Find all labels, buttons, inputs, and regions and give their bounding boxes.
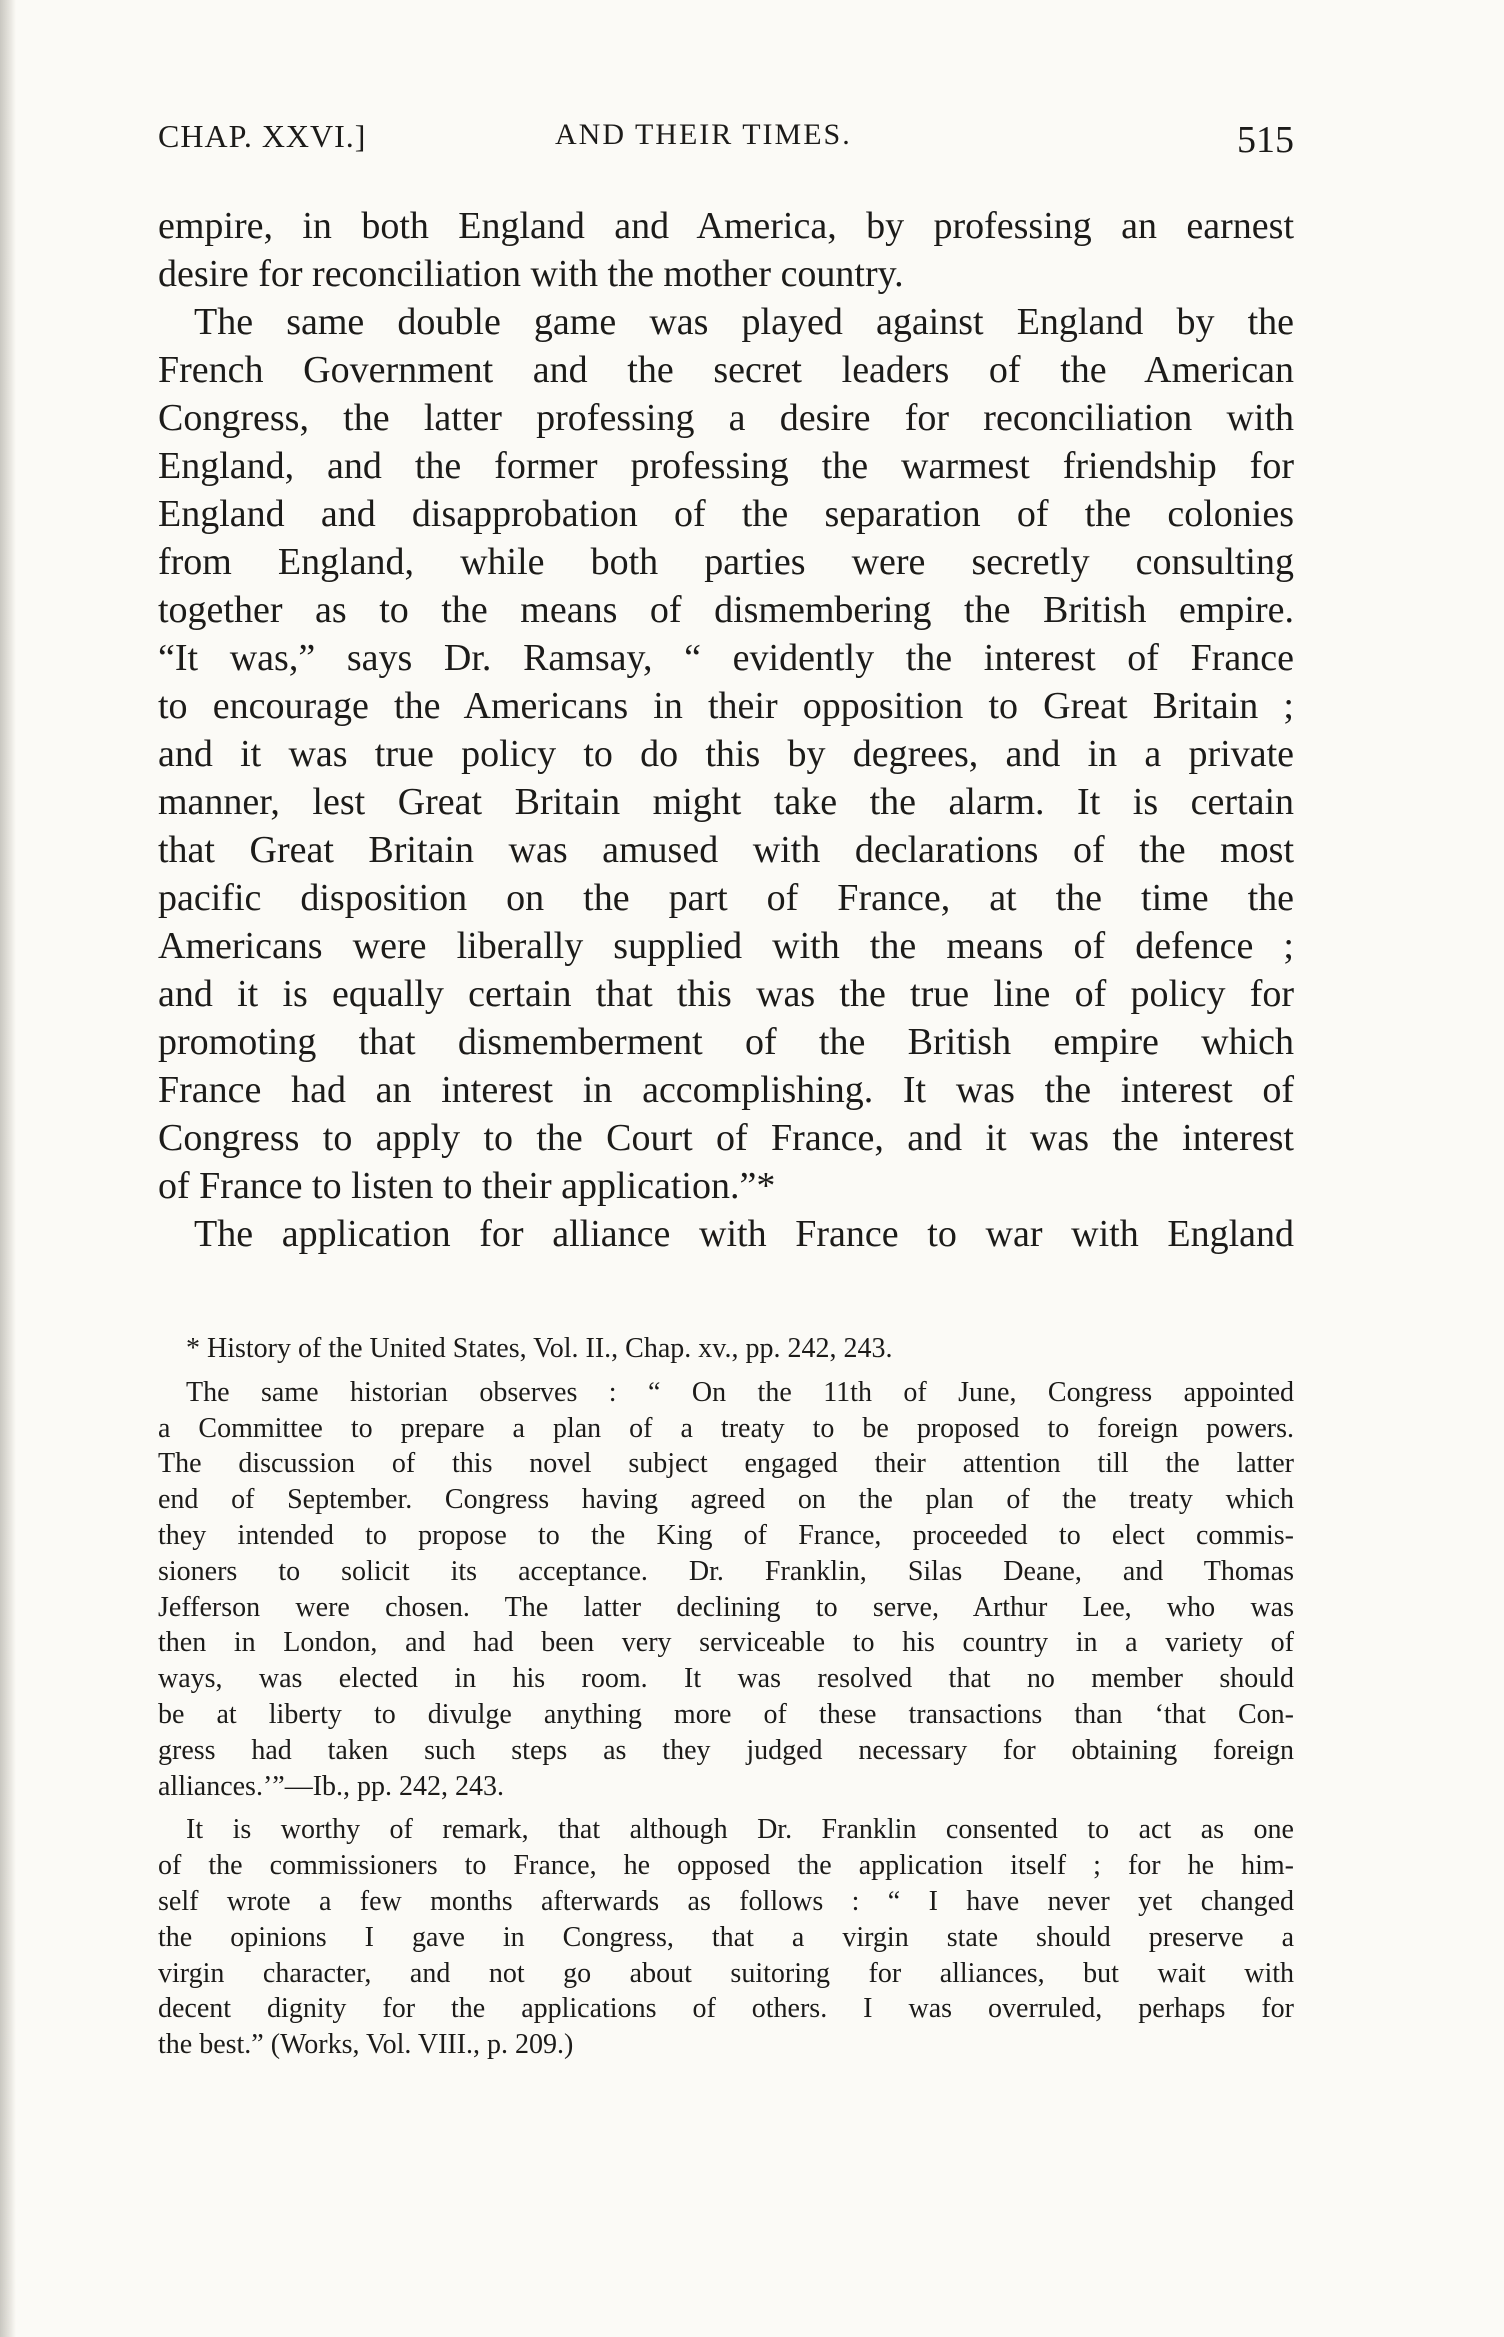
footnote-line: Jefferson were chosen. The latter declining to serve, Arthur Lee, who was xyxy=(158,1591,1294,1623)
text-line: desire for reconciliation with the mother country. xyxy=(158,253,904,295)
footnote-line: they intended to propose to the King of France, proceeded to elect commis- xyxy=(158,1519,1294,1551)
footnote-line: * History of the United States, Vol. II., Chap. xv., pp. 242, 243. xyxy=(186,1333,893,1364)
text-line: and it was true policy to do this by degrees, and in a private xyxy=(158,733,1294,775)
text-line: pacific disposition on the part of France, at the time the xyxy=(158,877,1294,919)
running-title: AND THEIR TIMES. xyxy=(555,118,852,151)
main-text xyxy=(158,202,1294,1258)
text-line: of France to listen to their application.”* xyxy=(158,1165,776,1207)
footnotes xyxy=(158,1331,1294,2063)
text-line: France had an interest in accomplishing. It was the interest of xyxy=(158,1069,1294,1111)
footnote-line: a Committee to prepare a plan of a treaty to be proposed to foreign powers. xyxy=(158,1412,1294,1444)
footnote-line: of the commissioners to France, he opposed the application itself ; for he him- xyxy=(158,1850,1294,1882)
text-line: Congress to apply to the Court of France, and it was the interest xyxy=(158,1117,1294,1159)
text-line: Congress, the latter professing a desire for reconciliation with xyxy=(158,397,1294,439)
text-line: England and disapprobation of the separation of the colonies xyxy=(158,493,1294,535)
page-gutter-shadow xyxy=(0,0,16,2337)
text-line: French Government and the secret leaders of the American xyxy=(158,349,1294,391)
text-line: that Great Britain was amused with declarations of the most xyxy=(158,829,1294,871)
footnote-line: the opinions I gave in Congress, that a virgin state should preserve a xyxy=(158,1921,1294,1953)
footnote-line: sioners to solicit its acceptance. Dr. Franklin, Silas Deane, and Thomas xyxy=(158,1555,1294,1587)
text-line: from England, while both parties were secretly consulting xyxy=(158,541,1294,583)
footnote-line: The same historian observes : “ On the 11th of June, Congress appointed xyxy=(186,1376,1294,1408)
footnote-line: decent dignity for the applications of others. I was overruled, perhaps for xyxy=(158,1993,1294,2025)
text-line: together as to the means of dismembering the British empire. xyxy=(158,589,1294,631)
text-line: The same double game was played against England by the xyxy=(194,301,1294,343)
footnote-line: be at liberty to divulge anything more of these transactions than ‘that Con- xyxy=(158,1698,1294,1730)
footnote-line: then in London, and had been very serviceable to his country in a variety of xyxy=(158,1627,1294,1659)
footnote-line: self wrote a few months afterwards as follows : “ I have never yet changed xyxy=(158,1885,1294,1917)
text-line: Americans were liberally supplied with the means of defence ; xyxy=(158,925,1294,967)
footnote-line: It is worthy of remark, that although Dr. Franklin consented to act as one xyxy=(186,1814,1294,1846)
footnote-line: virgin character, and not go about suitoring for alliances, but wait with xyxy=(158,1957,1294,1989)
page-number: 515 xyxy=(1237,119,1294,161)
text-line: empire, in both England and America, by professing an earnest xyxy=(158,205,1294,247)
running-header xyxy=(158,118,1294,168)
footnote-line: end of September. Congress having agreed on the plan of the treaty which xyxy=(158,1484,1294,1516)
text-line: England, and the former professing the warmest friendship for xyxy=(158,445,1294,487)
footnote-line: ways, was elected in his room. It was resolved that no member should xyxy=(158,1663,1294,1695)
text-line: and it is equally certain that this was the true line of policy for xyxy=(158,973,1294,1015)
text-line: to encourage the Americans in their opposition to Great Britain ; xyxy=(158,685,1294,727)
text-line: promoting that dismemberment of the British empire which xyxy=(158,1021,1294,1063)
text-line: manner, lest Great Britain might take the alarm. It is certain xyxy=(158,781,1294,823)
footnote-line: The discussion of this novel subject engaged their attention till the latter xyxy=(158,1448,1294,1480)
footnote-line: the best.” (Works, Vol. VIII., p. 209.) xyxy=(158,2029,574,2061)
footnote-line: alliances.’”—Ib., pp. 242, 243. xyxy=(158,1770,505,1802)
text-line: “It was,” says Dr. Ramsay, “ evidently the interest of France xyxy=(158,637,1294,679)
chapter-label: CHAP. XXVI.] xyxy=(158,118,367,154)
text-line: The application for alliance with France to war with England xyxy=(194,1213,1294,1255)
footnote-line: gress had taken such steps as they judged necessary for obtaining foreign xyxy=(158,1734,1294,1766)
